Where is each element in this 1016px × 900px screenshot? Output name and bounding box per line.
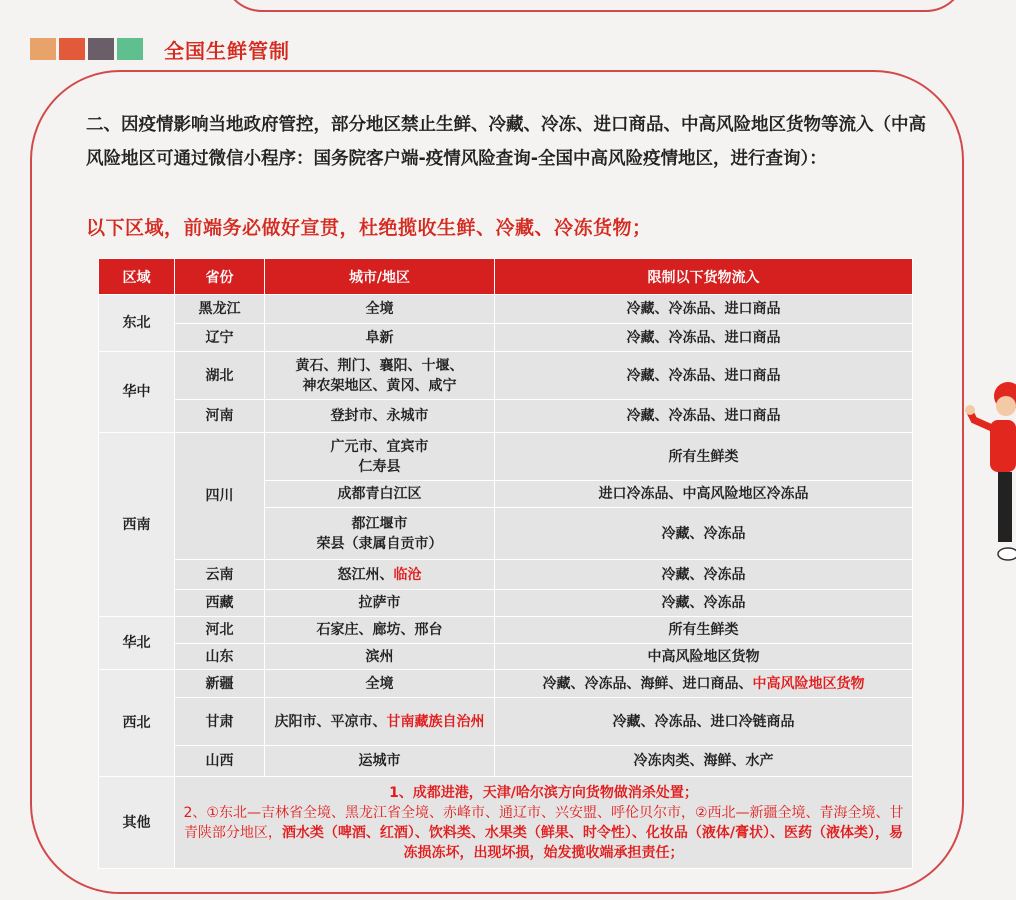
province-cell: 四川 — [175, 433, 265, 560]
city-text-highlight: 甘南藏族自治州 — [386, 713, 485, 730]
region-cell: 西北 — [99, 670, 175, 777]
city-line: 都江堰市 — [351, 515, 408, 532]
mascot-hand — [965, 405, 975, 415]
table-row — [99, 777, 913, 869]
province-cell: 辽宁 — [175, 324, 265, 352]
mascot-illustration — [964, 378, 1016, 578]
province-cell: 西藏 — [175, 590, 265, 617]
other-note-2 — [179, 803, 908, 863]
table-row — [99, 400, 913, 433]
mascot-face — [996, 396, 1016, 416]
other-note-2-goods: 酒水类（啤酒、红酒）、饮料类、水果类（鲜果、时令性）、化妆品（液体/膏状）、医药（液体类），易冻损冻坏，出现坏损，始发揽收端承担责任； — [281, 824, 904, 861]
color-square-4 — [117, 38, 143, 60]
goods-cell: 所有生鲜类 — [495, 433, 913, 481]
goods-text-highlight: 中高风险地区货物 — [752, 675, 865, 692]
color-square-3 — [88, 38, 114, 60]
province-cell: 河北 — [175, 617, 265, 644]
province-cell: 黑龙江 — [175, 295, 265, 324]
goods-cell: 冷藏、冷冻品、进口商品 — [495, 295, 913, 324]
city-cell — [265, 433, 495, 481]
goods-cell: 冷藏、冷冻品、进口冷链商品 — [495, 698, 913, 746]
table-row — [99, 295, 913, 324]
province-cell: 湖北 — [175, 352, 265, 400]
goods-cell: 所有生鲜类 — [495, 617, 913, 644]
mascot-shoe — [998, 548, 1016, 560]
table-row — [99, 324, 913, 352]
header-region: 区域 — [99, 259, 175, 295]
region-cell: 华北 — [99, 617, 175, 670]
table-row — [99, 644, 913, 670]
intro-paragraph: 二、因疫情影响当地政府管控，部分地区禁止生鲜、冷藏、冷冻、进口商品、中高风险地区货物等流入（中高风险地区可通过微信小程序：国务院客户端-疫情风险查询-全国中高风险疫情地区，进行查询）： — [86, 115, 926, 169]
other-note-2-regions: 2、①东北—吉林省全境、黑龙江省全境、赤峰市、通辽市、兴安盟、呼伦贝尔市，②西北—新疆全境、青海全境、甘青陕部分地区， — [183, 804, 904, 841]
city-cell — [265, 560, 495, 590]
table-header-row — [99, 259, 913, 295]
header-province: 省份 — [175, 259, 265, 295]
goods-cell: 冷藏、冷冻品 — [495, 560, 913, 590]
region-cell: 东北 — [99, 295, 175, 352]
city-cell: 登封市、永城市 — [265, 400, 495, 433]
section-header — [30, 36, 290, 62]
city-cell: 全境 — [265, 295, 495, 324]
header-city: 城市/地区 — [265, 259, 495, 295]
goods-cell: 进口冷冻品、中高风险地区冷冻品 — [495, 481, 913, 508]
city-line: 神农架地区、黄冈、咸宁 — [302, 377, 457, 394]
city-cell — [265, 698, 495, 746]
goods-cell: 冷藏、冷冻品 — [495, 508, 913, 560]
city-cell: 拉萨市 — [265, 590, 495, 617]
region-cell: 西南 — [99, 433, 175, 617]
city-cell: 石家庄、廊坊、邢台 — [265, 617, 495, 644]
province-cell: 甘肃 — [175, 698, 265, 746]
goods-cell: 冷藏、冷冻品、进口商品 — [495, 352, 913, 400]
city-text: 庆阳市、平凉市、 — [274, 713, 387, 730]
city-cell — [265, 508, 495, 560]
city-text: 怒江州、 — [337, 566, 394, 583]
restriction-table — [98, 258, 913, 869]
table-row — [99, 698, 913, 746]
header-goods: 限制以下货物流入 — [495, 259, 913, 295]
region-cell: 其他 — [99, 777, 175, 869]
table-row — [99, 617, 913, 644]
table-row — [99, 590, 913, 617]
city-text-highlight: 临沧 — [393, 566, 422, 583]
table-row — [99, 670, 913, 698]
other-notes-cell — [175, 777, 913, 869]
city-cell: 全境 — [265, 670, 495, 698]
notice-text: 以下区域，前端务必做好宣贯，杜绝揽收生鲜、冷藏、冷冻货物； — [86, 217, 652, 239]
table-row — [99, 352, 913, 400]
goods-cell — [495, 670, 913, 698]
city-cell: 运城市 — [265, 746, 495, 777]
city-line: 仁寿县 — [358, 458, 401, 475]
region-cell: 华中 — [99, 352, 175, 433]
province-cell: 云南 — [175, 560, 265, 590]
table-row — [99, 746, 913, 777]
goods-cell: 冷藏、冷冻品 — [495, 590, 913, 617]
mascot-arm — [970, 412, 992, 428]
goods-cell: 冷藏、冷冻品、进口商品 — [495, 324, 913, 352]
color-square-2 — [59, 38, 85, 60]
goods-cell: 冷冻肉类、海鲜、水产 — [495, 746, 913, 777]
province-cell: 山西 — [175, 746, 265, 777]
province-cell: 山东 — [175, 644, 265, 670]
city-line: 黄石、荆门、襄阳、十堰、 — [295, 357, 464, 374]
goods-cell: 中高风险地区货物 — [495, 644, 913, 670]
city-cell: 成都青白江区 — [265, 481, 495, 508]
table-row — [99, 433, 913, 481]
city-line: 广元市、宜宾市 — [330, 438, 429, 455]
city-cell: 滨州 — [265, 644, 495, 670]
city-cell: 阜新 — [265, 324, 495, 352]
page-title: 全国生鲜管制 — [164, 38, 290, 63]
province-cell: 新疆 — [175, 670, 265, 698]
mascot-legs — [998, 472, 1012, 542]
table-row — [99, 560, 913, 590]
other-note-1: 1、成都进港，天津/哈尔滨方向货物做消杀处置； — [389, 784, 698, 801]
color-square-1 — [30, 38, 56, 60]
goods-text: 冷藏、冷冻品、海鲜、进口商品、 — [542, 675, 753, 692]
province-cell: 河南 — [175, 400, 265, 433]
city-cell — [265, 352, 495, 400]
top-decorative-frame — [222, 0, 966, 12]
city-line: 荣县（隶属自贡市） — [316, 535, 443, 552]
goods-cell: 冷藏、冷冻品、进口商品 — [495, 400, 913, 433]
